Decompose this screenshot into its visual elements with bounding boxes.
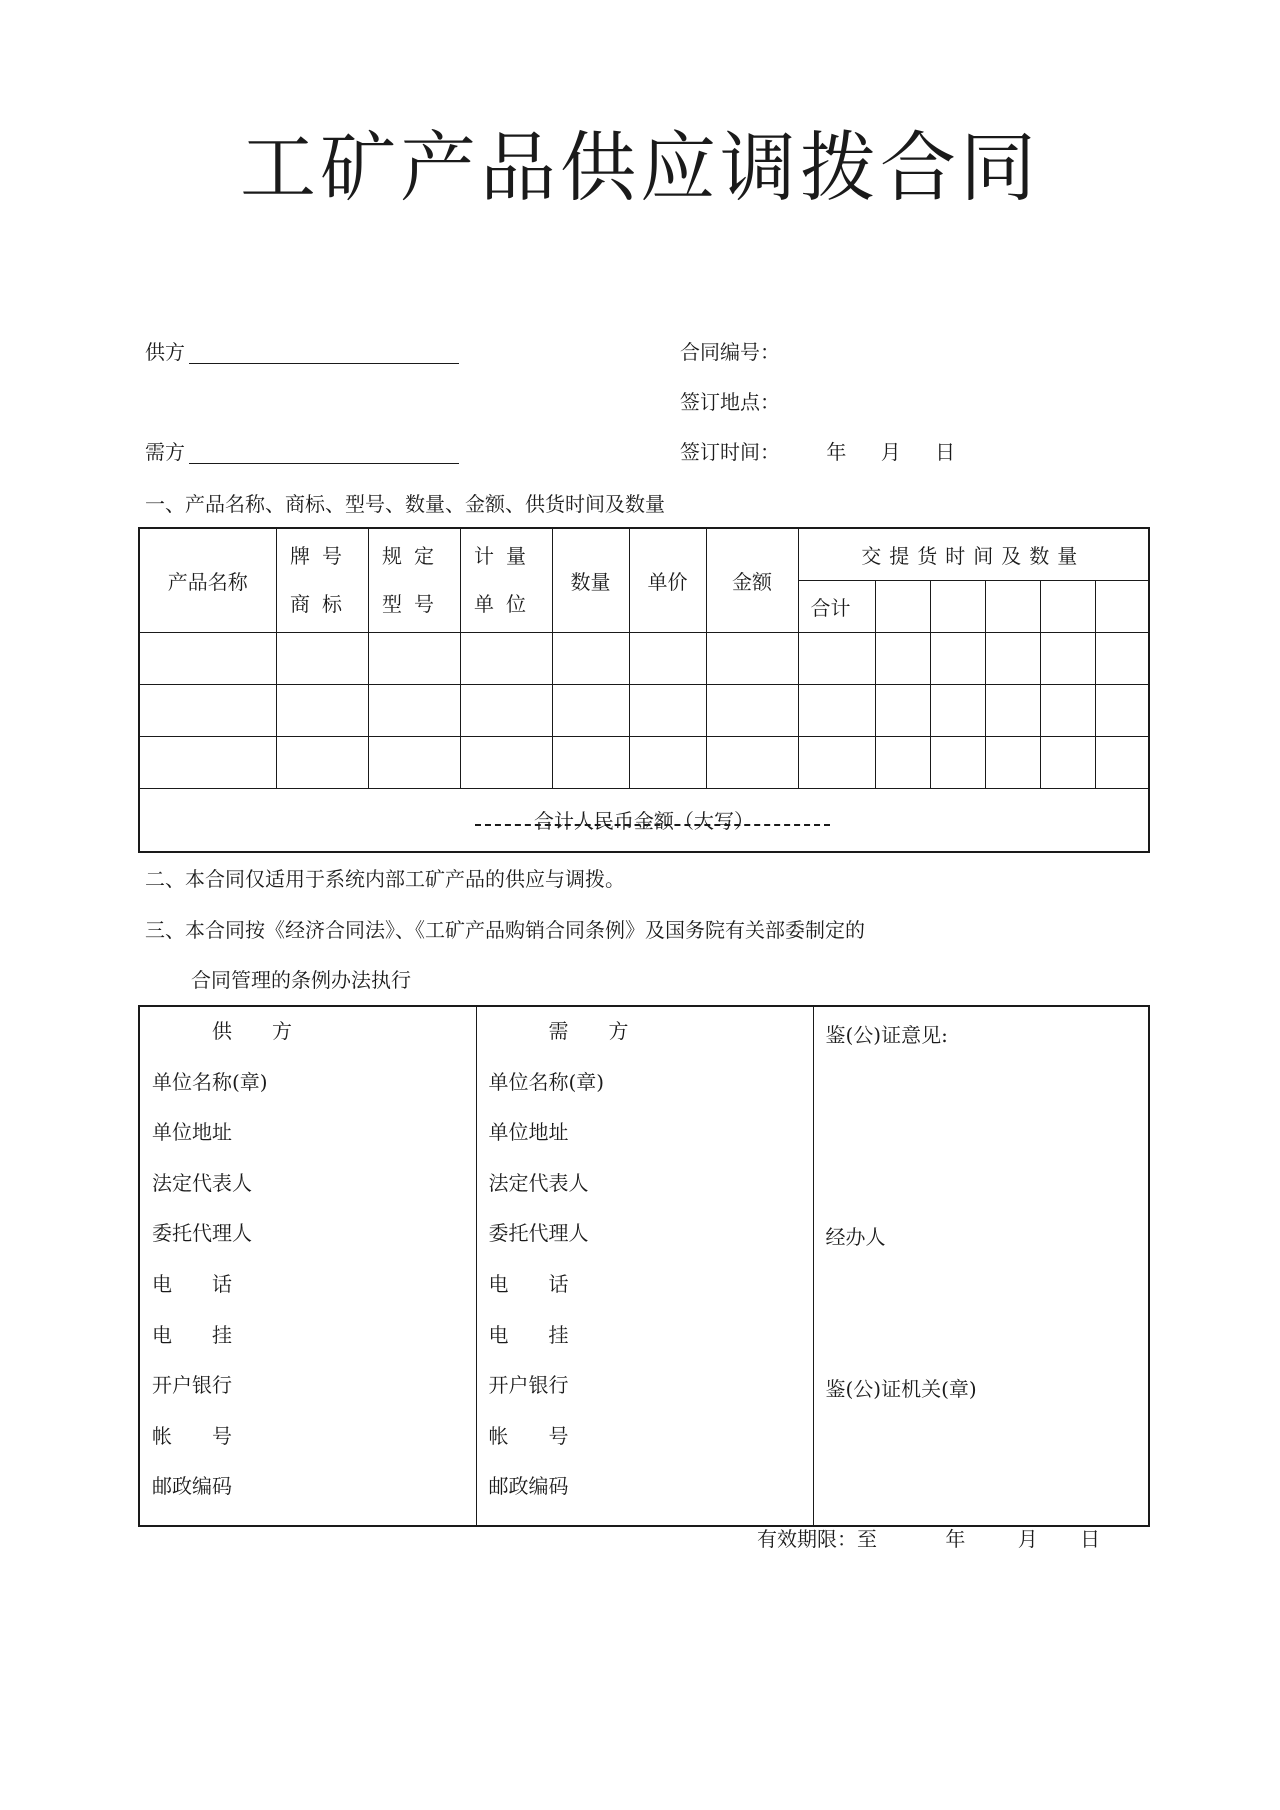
- cell[interactable]: [368, 684, 460, 736]
- supplier-field-5: 电 挂: [152, 1322, 232, 1347]
- cell[interactable]: [706, 632, 798, 684]
- cell[interactable]: [552, 736, 629, 788]
- supplier-field[interactable]: [189, 343, 459, 364]
- sign-time-label: 签订时间：: [680, 440, 780, 464]
- cell[interactable]: [368, 736, 460, 788]
- cell[interactable]: [139, 736, 276, 788]
- total-label: 合计人民币金额（大写）: [534, 809, 755, 833]
- cell[interactable]: [460, 736, 552, 788]
- buyer-field-2: 法定代表人: [488, 1170, 589, 1195]
- handler-label: 经办人: [825, 1225, 886, 1249]
- cell[interactable]: [985, 632, 1040, 684]
- cell[interactable]: [798, 684, 875, 736]
- cell[interactable]: [1040, 684, 1095, 736]
- col-product-name: 产品名称: [139, 528, 276, 632]
- cell[interactable]: [930, 632, 985, 684]
- document-title: 工矿产品供应调拨合同: [240, 123, 1040, 212]
- buyer-field-8: 邮政编码: [488, 1474, 569, 1499]
- col-subtotal: 合计: [798, 580, 875, 632]
- cell[interactable]: [139, 684, 276, 736]
- cell[interactable]: [930, 736, 985, 788]
- validity-row: [757, 1527, 1100, 1551]
- buyer-column: [476, 1006, 813, 1526]
- parties-table: [138, 1005, 1150, 1527]
- cell[interactable]: [460, 684, 552, 736]
- verify-authority-label: 鉴(公)证机关(章): [825, 1377, 977, 1401]
- table-row: [139, 632, 1149, 684]
- supplier-field-4: 电 话: [152, 1271, 232, 1296]
- buyer-field-4: 电 话: [488, 1271, 569, 1296]
- buyer-label: 需方: [145, 440, 185, 464]
- total-dashed-line: [475, 824, 830, 826]
- cell[interactable]: [875, 684, 930, 736]
- buyer-field-7: 帐 号: [488, 1423, 569, 1448]
- buyer-row: [145, 440, 459, 464]
- supplier-field-2: 法定代表人: [152, 1170, 252, 1195]
- col-brand: 牌号 商标: [276, 528, 368, 632]
- col-spec: 规定 型号: [368, 528, 460, 632]
- cell[interactable]: [930, 684, 985, 736]
- col-delivery: 交提货时间及数量: [798, 528, 1149, 580]
- col-unit-price: 单价: [629, 528, 706, 632]
- section-3-line2: 合同管理的条例办法执行: [191, 968, 411, 992]
- sign-year: 年: [826, 440, 847, 464]
- delivery-slot-4: [1040, 580, 1095, 632]
- supplier-row: [145, 340, 459, 364]
- section-2: 二、本合同仅适用于系统内部工矿产品的供应与调拨。: [145, 867, 625, 891]
- cell[interactable]: [706, 684, 798, 736]
- table-row: [139, 736, 1149, 788]
- sign-place-label: 签订地点：: [680, 390, 780, 414]
- verify-opinion-label: 鉴(公)证意见:: [825, 1023, 948, 1047]
- buyer-field-3: 委托代理人: [488, 1221, 589, 1246]
- section-1-heading: 一、产品名称、商标、型号、数量、金额、供货时间及数量: [145, 492, 665, 516]
- buyer-field[interactable]: [189, 443, 459, 464]
- delivery-slot-1: [875, 580, 930, 632]
- supplier-column: [139, 1006, 476, 1526]
- buyer-field-1: 单位地址: [488, 1120, 569, 1145]
- cell[interactable]: [875, 632, 930, 684]
- cell[interactable]: [798, 632, 875, 684]
- cell[interactable]: [276, 684, 368, 736]
- supplier-field-3: 委托代理人: [152, 1221, 252, 1246]
- cell[interactable]: [552, 632, 629, 684]
- supplier-field-7: 帐 号: [152, 1423, 232, 1448]
- section-3-line1: 三、本合同按《经济合同法》、《工矿产品购销合同条例》及国务院有关部委制定的: [145, 918, 865, 942]
- table-row: [139, 684, 1149, 736]
- validity-label: 有效期限：至: [757, 1527, 877, 1551]
- cell[interactable]: [1095, 632, 1149, 684]
- verification-column: [813, 1006, 1149, 1526]
- buyer-field-0: 单位名称(章): [488, 1069, 605, 1094]
- cell[interactable]: [1040, 736, 1095, 788]
- cell[interactable]: [1040, 632, 1095, 684]
- delivery-slot-5: [1095, 580, 1149, 632]
- cell[interactable]: [552, 684, 629, 736]
- total-cell[interactable]: [139, 788, 1149, 852]
- cell[interactable]: [985, 684, 1040, 736]
- cell[interactable]: [629, 684, 706, 736]
- sign-time-row: [680, 440, 955, 464]
- cell[interactable]: [368, 632, 460, 684]
- cell[interactable]: [875, 736, 930, 788]
- cell[interactable]: [629, 632, 706, 684]
- buyer-field-6: 开户银行: [488, 1373, 569, 1398]
- supplier-header: 供 方: [212, 1019, 292, 1043]
- supplier-field-1: 单位地址: [152, 1120, 232, 1145]
- validity-month: 月: [1017, 1527, 1038, 1551]
- validity-day: 日: [1080, 1527, 1101, 1551]
- sign-month: 月: [880, 440, 901, 464]
- col-amount: 金额: [706, 528, 798, 632]
- cell[interactable]: [985, 736, 1040, 788]
- cell[interactable]: [1095, 736, 1149, 788]
- buyer-field-5: 电 挂: [488, 1322, 569, 1347]
- cell[interactable]: [139, 632, 276, 684]
- cell[interactable]: [276, 736, 368, 788]
- cell[interactable]: [1095, 684, 1149, 736]
- cell[interactable]: [276, 632, 368, 684]
- supplier-field-6: 开户银行: [152, 1373, 232, 1398]
- supplier-field-0: 单位名称(章): [152, 1069, 268, 1094]
- total-row: [139, 788, 1149, 852]
- col-quantity: 数量: [552, 528, 629, 632]
- sign-day: 日: [935, 440, 956, 464]
- supplier-label: 供方: [145, 340, 185, 364]
- table-header-row: [139, 528, 1149, 580]
- cell[interactable]: [706, 736, 798, 788]
- cell[interactable]: [798, 736, 875, 788]
- buyer-header: 需 方: [548, 1019, 629, 1043]
- delivery-slot-3: [985, 580, 1040, 632]
- product-table: [138, 527, 1150, 853]
- cell[interactable]: [460, 632, 552, 684]
- validity-year: 年: [945, 1527, 966, 1551]
- supplier-field-8: 邮政编码: [152, 1474, 232, 1499]
- contract-no-label: 合同编号：: [680, 340, 780, 364]
- col-unit: 计量 单位: [460, 528, 552, 632]
- delivery-slot-2: [930, 580, 985, 632]
- cell[interactable]: [629, 736, 706, 788]
